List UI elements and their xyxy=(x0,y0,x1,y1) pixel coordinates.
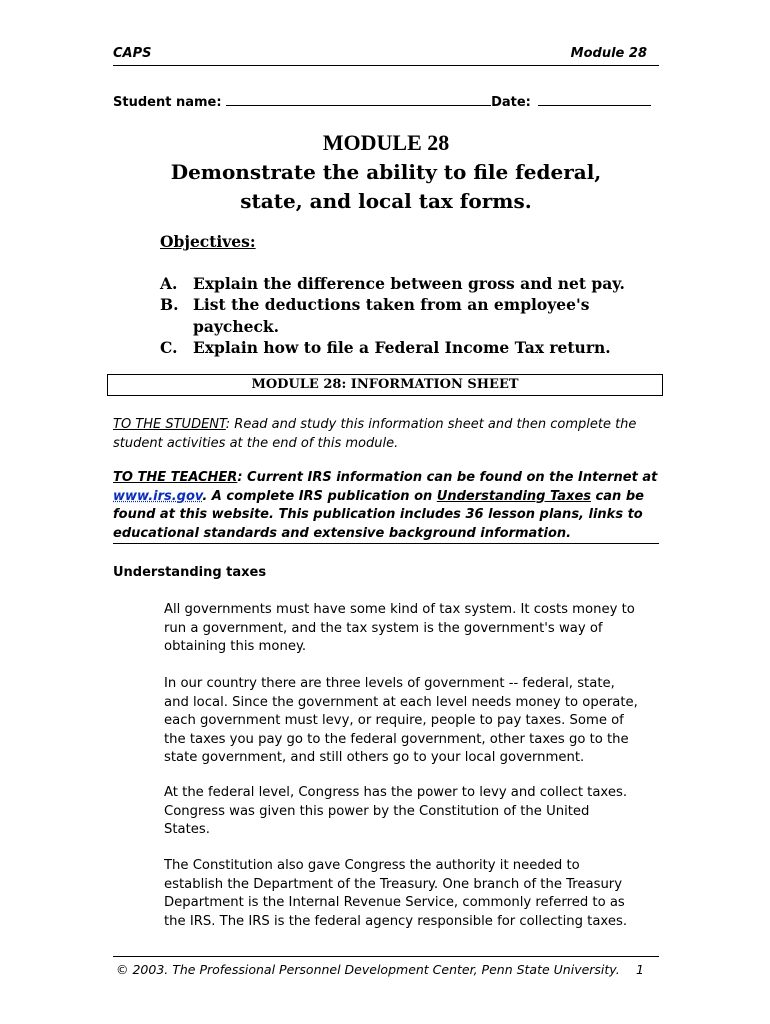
objective-text: Explain how to file a Federal Income Tax return. xyxy=(193,338,611,357)
header-left: CAPS xyxy=(113,46,152,61)
teacher-note xyxy=(113,469,661,543)
student-note-text: : Read and study this information sheet and then complete the xyxy=(225,417,637,432)
objective-text: Explain the difference between gross and net pay. xyxy=(193,274,625,293)
body-paragraph-1 xyxy=(164,601,664,657)
teacher-note-text-3: found at this website. This publication includes 36 lesson plans, links to xyxy=(113,507,643,522)
text-line: In our country there are three levels of government -- federal, state, xyxy=(164,676,615,691)
date-blank[interactable] xyxy=(538,92,651,106)
teacher-note-label: TO THE TEACHER xyxy=(113,470,238,485)
objective-text: List the deductions taken from an employee's xyxy=(193,295,590,314)
body-paragraph-3 xyxy=(164,784,664,840)
objective-c xyxy=(160,338,611,357)
student-note-text-2: student activities at the end of this module. xyxy=(113,435,399,451)
objective-letter: C. xyxy=(160,338,178,357)
teacher-note-text-2a: . A complete IRS publication on xyxy=(202,488,437,504)
irs-link[interactable]: www.irs.gov xyxy=(113,488,203,504)
text-line: the taxes you pay go to the federal government, other taxes go to the xyxy=(164,731,629,747)
objectives-heading: Objectives: xyxy=(160,232,256,251)
text-line: At the federal level, Congress has the power to levy and collect taxes. xyxy=(164,785,628,800)
teacher-note-text-2b: can be xyxy=(591,488,644,504)
objective-letter: B. xyxy=(160,295,179,314)
divider xyxy=(113,543,659,544)
objective-letter: A. xyxy=(160,274,178,293)
date-label: Date: xyxy=(491,95,531,110)
teacher-note-text-4: educational standards and extensive background information. xyxy=(113,525,572,541)
text-line: obtaining this money. xyxy=(164,639,307,655)
text-line: run a government, and the tax system is the government's way of xyxy=(164,620,603,636)
student-note xyxy=(113,416,661,453)
student-name-blank[interactable] xyxy=(226,92,491,106)
page-header xyxy=(113,45,659,66)
text-line: Department is the Internal Revenue Service, commonly referred to as xyxy=(164,895,625,911)
teacher-note-text: : Current IRS information can be found on the Internet at xyxy=(237,470,658,485)
student-name-label: Student name: xyxy=(113,95,222,110)
section-heading: Understanding taxes xyxy=(113,565,267,580)
text-line: and local. Since the government at each level needs money to operate, xyxy=(164,694,638,710)
text-line: The Constitution also gave Congress the authority it needed to xyxy=(164,858,580,873)
footer-divider xyxy=(113,956,659,957)
text-line: States. xyxy=(164,822,210,838)
objective-a xyxy=(160,274,625,293)
student-line xyxy=(113,92,651,110)
text-line: each government must levy, or require, people to pay taxes. Some of xyxy=(164,713,624,729)
objective-text-cont: paycheck. xyxy=(193,317,280,336)
module-subtitle-line1: Demonstrate the ability to file federal, xyxy=(170,160,602,184)
module-title: MODULE 28 xyxy=(322,130,450,155)
publication-title: Understanding Taxes xyxy=(436,488,592,504)
text-line: state government, and still others go to your local government. xyxy=(164,750,585,766)
header-right: Module 28 xyxy=(570,46,647,61)
text-line: Congress was given this power by the Constitution of the United xyxy=(164,803,590,819)
information-sheet-title: MODULE 28: INFORMATION SHEET xyxy=(107,374,663,396)
page-number: 1 xyxy=(636,962,644,977)
text-line: establish the Department of the Treasury. One branch of the Treasury xyxy=(164,876,623,892)
student-note-label: TO THE STUDENT xyxy=(113,417,226,432)
objective-b-cont xyxy=(160,317,279,336)
text-line: All governments must have some kind of tax system. It costs money to xyxy=(164,602,635,617)
objective-b xyxy=(160,295,589,314)
page-footer xyxy=(116,962,656,977)
module-subtitle-line2: state, and local tax forms. xyxy=(240,189,532,213)
text-line: the IRS. The IRS is the federal agency responsible for collecting taxes. xyxy=(164,913,628,929)
footer-copyright: © 2003. The Professional Personnel Development Center, Penn State University. xyxy=(116,962,620,977)
body-paragraph-2 xyxy=(164,675,664,768)
body-paragraph-4 xyxy=(164,857,664,931)
